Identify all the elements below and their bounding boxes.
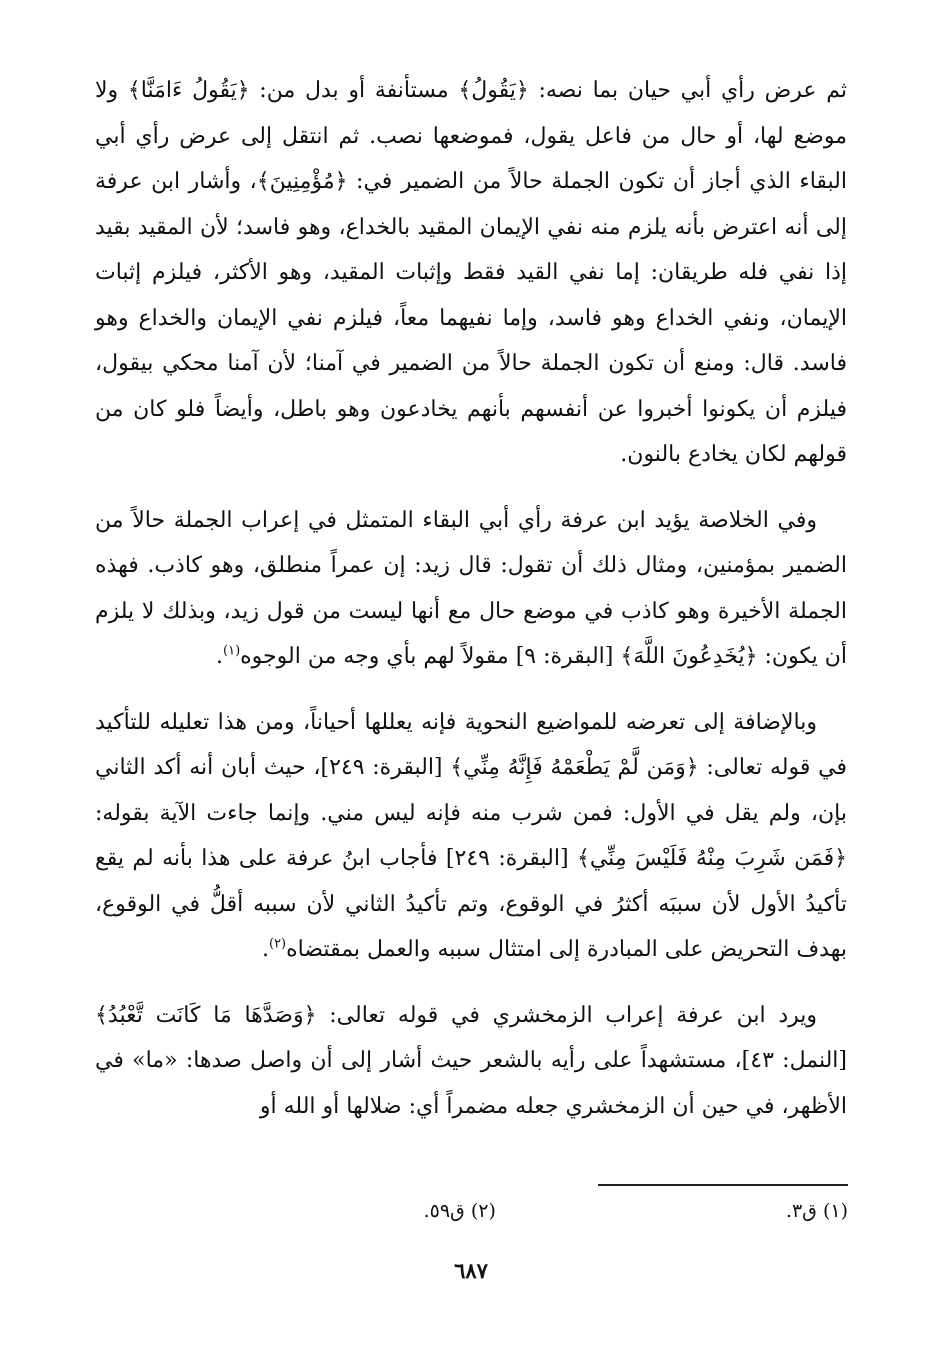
footnotes (340, 1200, 848, 1222)
paragraph-4-text: ويرد ابن عرفة إعراب الزمخشري في قوله تعالى: ﴿وَصَدَّهَا مَا كَانَت تَّعْبُدُ﴾ [النمل: ٤٣]، مستشهداً على رأيه بالشعر حيث أشار إلى أن واصل صدها: «ما» في الأظهر، في حين أن الزمخشري جعله مضمراً أي: ضلالها أو الله أو (95, 1002, 847, 1119)
footnote-1: (١) ق٣. (785, 1200, 848, 1222)
page-number: ٦٨٧ (454, 1258, 488, 1283)
paragraph-4 (95, 993, 847, 1130)
paragraph-1 (95, 68, 847, 478)
footnote-2: (٢) ق٥٩. (423, 1200, 496, 1222)
paragraph-1-text: ثم عرض رأي أبي حيان بما نصه: ﴿يَقُولُ﴾ مستأنفة أو بدل من: ﴿يَقُولُ ءَامَنَّا﴾ ولا موضع لها، أو حال من فاعل يقول، فموضعها نصب. ثم انتقل إلى عرض رأي أبي البقاء الذي أجاز أن تكون الجملة حالاً من الضمير في: ﴿مُؤْمِنِينَ﴾، وأشار ابن عرفة إلى أنه اعترض بأنه يلزم منه نفي الإيمان المقيد بالخداع، وهو فاسد؛ لأن المقيد بقيد إذا نفي فله طريقان: إما نفي القيد فقط وإثبات المقيد، وهو الأكثر، فيلزم إثبات الإيمان، ونفي الخداع وهو فاسد، وإما نفيهما معاً، فيلزم نفي الإيمان والخداع وهو فاسد. قال: ومنع أن تكون الجملة حالاً من الضمير في آمنا؛ لأن آمنا محكي بيقول، فيلزم أن يكونوا أخبروا عن أنفسهم بأنهم يخادعون وهو باطل، وأيضاً فلو كان من قولهم لكان يخادع بالنون. (95, 78, 847, 467)
paragraph-3-text: وبالإضافة إلى تعرضه للمواضيع النحوية فإنه يعللها أحياناً، ومن هذا تعليله للتأكيد في قوله تعالى: ﴿وَمَن لَّمْ يَطْعَمْهُ فَإِنَّهُ مِنِّي﴾ [البقرة: ٢٤٩]، حيث أبان أنه أكد الثاني بإن، ولم يقل في الأول: فمن شرب منه فإنه ليس مني. وإنما جاءت الآية بقوله: ﴿فَمَن شَرِبَ مِنْهُ فَلَيْسَ مِنِّي﴾ [البقرة: ٢٤٩] فأجاب ابنُ عرفة على هذا بأنه لم يقع تأكيدُ الأول لأن سببَه أكثرُ في الوقوع، وتم تأكيدُ الثاني لأن سببه أقلُّ في الوقوع، بهدف التحريض على المبادرة إلى امتثال سببه والعمل بمقتضاه (95, 709, 847, 962)
paragraph-2: وفي الخلاصة يؤيد ابن عرفة رأي أبي البقاء المتمثل في إعراب الجملة حالاً من الضمير بمؤمنين، ومثال ذلك أن تقول: قال زيد: إن عمراً منطلق، وهو كاذب. فهذه الجملة الأخيرة وهو كاذب في موضع حال مع أنها ليست من قول زيد، وبذلك لا يلزم أن يكون: ﴿يُخَدِعُونَ اللَّهَ﴾ [البقرة: ٩] مقولاً لهم بأي وجه من الوجوه$^{(١)}$. (95, 507, 847, 669)
paragraph-3: وبالإضافة إلى تعرضه للمواضيع النحوية فإنه يعللها أحياناً، ومن هذا تعليله للتأكيد في قوله تعالى: ﴿وَمَن لَّمْ يَطْعَمْهُ فَإِنَّهُ مِنِّي﴾ [البقرة: ٢٤٩]، حيث أبان أنه أكد الثاني بإن، ولم يقل في الأول: فمن شرب منه فإنه ليس مني. وإنما جاءت الآية بقوله: ﴿فَمَن شَرِبَ مِنْهُ فَلَيْسَ مِنِّي﴾ [البقرة: ٢٤٩] فأجاب ابنُ عرفة على هذا بأنه لم يقع تأكيدُ الأول لأن سببَه أكثرُ في الوقوع، وتم تأكيدُ الثاني لأن سببه أقلُّ في الوقوع، بهدف التحريض على المبادرة إلى امتثال سببه والعمل بمقتضاه$^{(٢)}$. (95, 709, 847, 962)
footnote-ref-1[interactable]: (١) (223, 643, 241, 659)
paragraph-2-text: وفي الخلاصة يؤيد ابن عرفة رأي أبي البقاء المتمثل في إعراب الجملة حالاً من الضمير بمؤمنين، ومثال ذلك أن تقول: قال زيد: إن عمراً منطلق، وهو كاذب. فهذه الجملة الأخيرة وهو كاذب في موضع حال مع أنها ليست من قول زيد، وبذلك لا يلزم أن يكون: ﴿يُخَدِعُونَ اللَّهَ﴾ [البقرة: ٩] مقولاً لهم بأي وجه من الوجوه (95, 507, 847, 669)
footnote-ref-2[interactable]: (٢) (268, 936, 287, 952)
footnote-divider (598, 1184, 848, 1186)
page-body (95, 68, 847, 1149)
